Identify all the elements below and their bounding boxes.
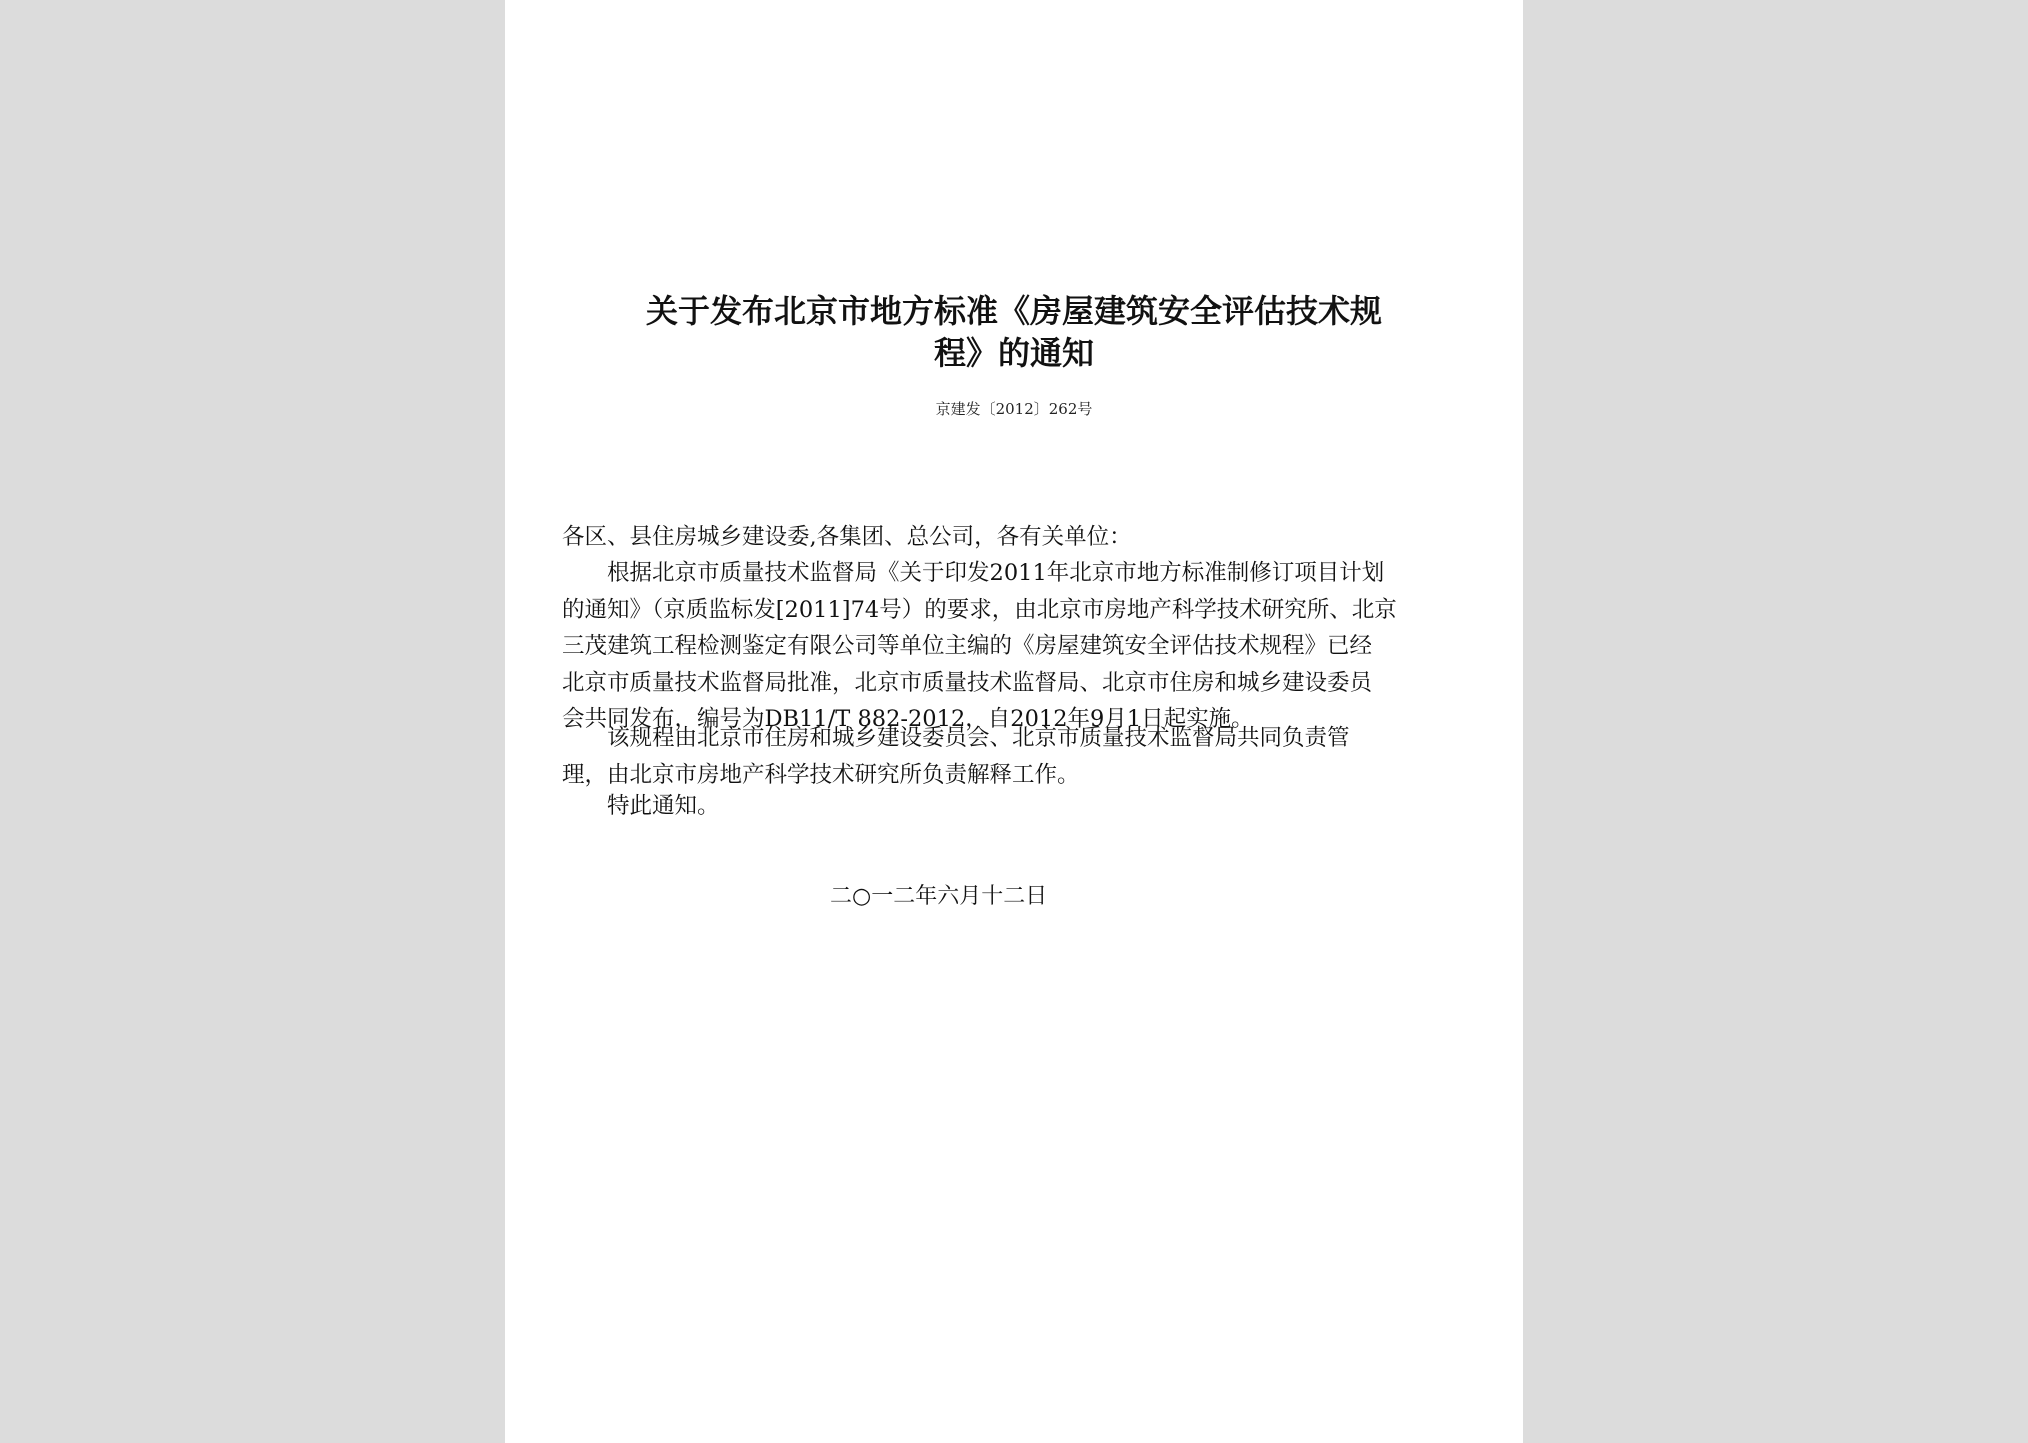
paragraph-2 (562, 720, 1482, 793)
title-line-1: 关于发布北京市地方标准《房屋建筑安全评估技术规 (645, 292, 1382, 330)
issue-date: 二○一二年六月十二日 (830, 884, 1048, 909)
salutation: 各区、县住房城乡建设委,各集团、总公司，各有关单位： (562, 524, 1132, 550)
title-line-2: 程》的通知 (933, 334, 1094, 372)
paragraph-1-line: 北京市质量技术监督局批准，北京市质量技术监督局、北京市住房和城乡建设委员 (562, 669, 1373, 696)
paragraph-2-line: 理，由北京市房地产科学技术研究所负责解释工作。 (562, 761, 1080, 788)
paragraph-1-line: 会共同发布，编号为DB11/T 882-2012，自2012年9月1日起实施。 (562, 706, 1254, 732)
paragraph-1 (562, 555, 1482, 738)
paragraph-1-line: 根据北京市质量技术监督局《关于印发2011年北京市地方标准制修订项目计划 (607, 560, 1385, 586)
document-title (565, 290, 1463, 374)
document-number: 京建发〔2012〕262号 (935, 400, 1093, 418)
closing-remark: 特此通知。 (607, 793, 720, 819)
paragraph-1-line: 三茂建筑工程检测鉴定有限公司等单位主编的《房屋建筑安全评估技术规程》已经 (562, 633, 1373, 659)
paragraph-1-line: 的通知》（京质监标发[2011]74号）的要求，由北京市房地产科学技术研究所、北京 (562, 596, 1397, 623)
paragraph-2-line: 该规程由北京市住房和城乡建设委员会、北京市质量技术监督局共同负责管 (607, 725, 1350, 751)
document-page (505, 0, 1523, 1443)
